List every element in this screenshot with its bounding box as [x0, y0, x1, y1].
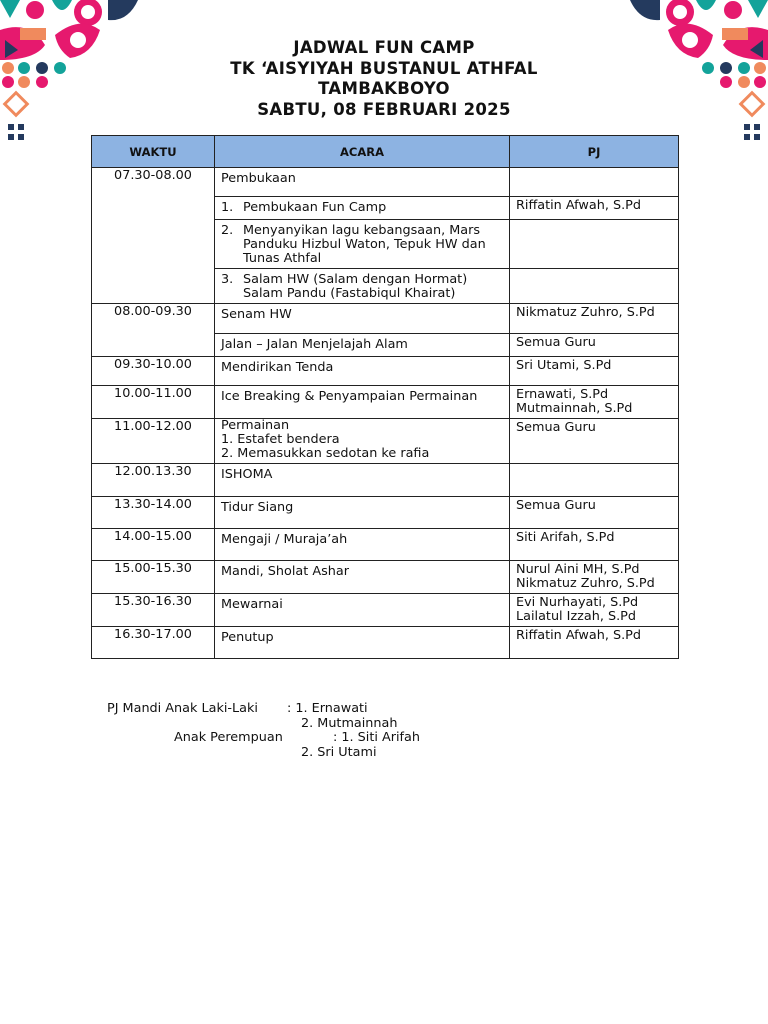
acara-cell: Senam HW: [215, 304, 510, 334]
table-row: [92, 627, 679, 659]
time-cell: 08.00-09.30: [92, 304, 215, 357]
pj-cell: [510, 594, 679, 627]
acara-cell: Mewarnai: [215, 594, 510, 627]
pj-cell: Nikmatuz Zuhro, S.Pd: [510, 304, 679, 334]
acara-line: Permainan: [221, 418, 290, 433]
pj-cell: Semua Guru: [510, 497, 679, 529]
time-cell: 11.00-12.00: [92, 419, 215, 464]
girls-pj-1: : 1. Siti Arifah: [333, 730, 421, 745]
pj-cell: [510, 168, 679, 197]
time-cell: 15.00-15.30: [92, 561, 215, 594]
acara-cell: Jalan – Jalan Menjelajah Alam: [215, 334, 510, 357]
table-header-row: [92, 136, 679, 168]
acara-line: 1. Estafet bendera: [221, 432, 340, 447]
column-header-pj: PJ: [510, 136, 679, 168]
pj-name: Evi Nurhayati, S.Pd: [516, 595, 639, 610]
acara-cell: ISHOMA: [215, 464, 510, 497]
document-title: [0, 38, 768, 120]
acara-cell: [215, 419, 510, 464]
time-cell: 16.30-17.00: [92, 627, 215, 659]
acara-cell: [215, 220, 510, 269]
acara-cell: Penutup: [215, 627, 510, 659]
time-cell: 07.30-08.00: [92, 168, 215, 304]
acara-cell: Mendirikan Tenda: [215, 357, 510, 386]
item-number: 1.: [221, 200, 234, 215]
girls-pj-2: 2. Sri Utami: [301, 744, 377, 760]
acara-cell: Tidur Siang: [215, 497, 510, 529]
pj-cell: [510, 220, 679, 269]
table-row: [92, 168, 679, 197]
girls-label: Anak Perempuan: [174, 730, 283, 745]
boys-pj-2: 2. Mutmainnah: [301, 715, 398, 731]
boys-pj-1: : 1. Ernawati: [287, 701, 368, 716]
column-header-acara: ACARA: [215, 136, 510, 168]
pj-cell: Riffatin Afwah, S.Pd: [510, 197, 679, 220]
table-row: [92, 561, 679, 594]
boys-label: PJ Mandi Anak Laki-Laki: [107, 701, 258, 716]
pj-name: Mutmainnah, S.Pd: [516, 401, 633, 416]
pj-cell: [510, 386, 679, 419]
pj-cell: Sri Utami, S.Pd: [510, 357, 679, 386]
acara-cell: [215, 269, 510, 304]
acara-cell: Mengaji / Muraja’ah: [215, 529, 510, 561]
table-row: [92, 386, 679, 419]
pj-cell: [510, 561, 679, 594]
table-row: [92, 594, 679, 627]
time-cell: 12.00.13.30: [92, 464, 215, 497]
pj-cell: Riffatin Afwah, S.Pd: [510, 627, 679, 659]
schedule-table: [91, 135, 679, 659]
time-cell: 09.30-10.00: [92, 357, 215, 386]
ornament-petal-row-icon: [0, 0, 138, 26]
title-line: TAMBAKBOYO: [318, 79, 450, 98]
pj-name: Lailatul Izzah, S.Pd: [516, 609, 637, 624]
acara-cell: [215, 197, 510, 220]
table-row: [92, 304, 679, 334]
pj-cell: Semua Guru: [510, 419, 679, 464]
pj-cell: [510, 464, 679, 497]
column-header-waktu: WAKTU: [92, 136, 215, 168]
time-cell: 14.00-15.00: [92, 529, 215, 561]
table-row: [92, 357, 679, 386]
ornament-petal-row-icon: [630, 0, 768, 26]
time-cell: 13.30-14.00: [92, 497, 215, 529]
item-text: Menyanyikan lagu kebangsaan, Mars Panduku Hizbul Waton, Tepuk HW dan Tunas Athfal: [243, 223, 486, 266]
title-line: TK ‘AISYIYAH BUSTANUL ATHFAL: [230, 58, 538, 78]
pj-cell: [510, 269, 679, 304]
item-text: Pembukaan Fun Camp: [243, 200, 387, 215]
pj-name: Nurul Aini MH, S.Pd: [516, 562, 640, 577]
table-row: [92, 464, 679, 497]
table-row: [92, 419, 679, 464]
time-cell: 15.30-16.30: [92, 594, 215, 627]
pj-name: Nikmatuz Zuhro, S.Pd: [516, 576, 655, 591]
item-number: 3.: [221, 272, 234, 287]
pj-name: Ernawati, S.Pd: [516, 387, 609, 402]
time-cell: 10.00-11.00: [92, 386, 215, 419]
table-row: [92, 497, 679, 529]
item-text: Salam HW (Salam dengan Hormat) Salam Pandu (Fastabiqul Khairat): [243, 272, 468, 301]
table-row: [92, 529, 679, 561]
title-line: SABTU, 08 FEBRUARI 2025: [257, 99, 511, 119]
acara-cell: Ice Breaking & Penyampaian Permainan: [215, 386, 510, 419]
title-line: JADWAL FUN CAMP: [293, 38, 475, 57]
pj-cell: Siti Arifah, S.Pd: [510, 529, 679, 561]
acara-line: 2. Memasukkan sedotan ke rafia: [221, 446, 430, 461]
pj-cell: Semua Guru: [510, 334, 679, 357]
acara-cell: Mandi, Sholat Ashar: [215, 561, 510, 594]
item-number: 2.: [221, 223, 234, 238]
acara-cell: Pembukaan: [215, 168, 510, 197]
